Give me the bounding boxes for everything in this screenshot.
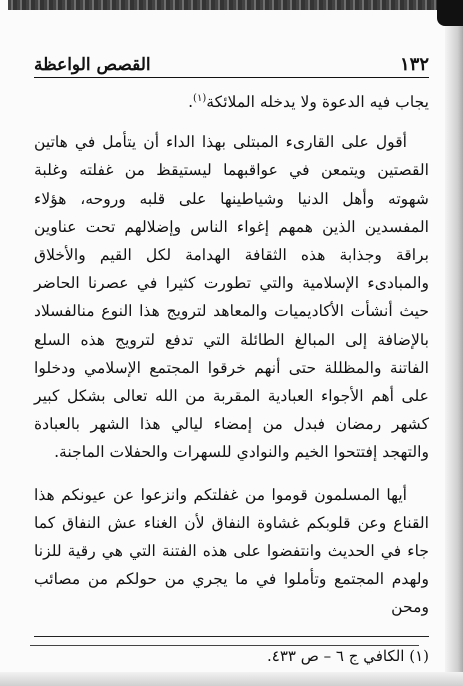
footnote-separator (34, 636, 429, 637)
page-bottom-edge (0, 672, 463, 686)
page-top-edge (8, 0, 449, 10)
page-content (34, 54, 429, 667)
footnote: (١) الكافي ج ٦ – ص ٤٣٣. (267, 646, 429, 665)
running-header (34, 54, 429, 78)
footnote-reference: (١) (193, 92, 207, 104)
bottom-rule (30, 645, 419, 646)
paragraph-1: يجاب فيه الدعوة ولا يدخله الملائكة$^{(١)}$. (188, 92, 429, 111)
page-corner-shadow (437, 0, 463, 26)
running-title: القصص الواعظة (34, 55, 151, 75)
page-number: ١٣٢ (399, 54, 429, 75)
paragraph-3: أيها المسلمون قوموا من غفلتكم وانزعوا عن عيونكم هذا القناع وعن قلوبكم غشاوة النفاق لأن الغناء عش النفاق كما جاء في الحديث وانتفضوا على هذه الفتنة التي هي رقية للزنا ولهدم المجتمع وتأملوا في ما يجري من حولكم من مصائب ومحن (34, 485, 429, 617)
paragraph-2: أقول على القارىء المبتلى بهذا الداء أن يتأمل في هاتين القصتين ويتمعن في عواقبهما ليستيقظ من غفلته وغلبة شهوته وأهل الدنيا وشياطينها على قلبه وروحه، هؤلاء المفسدين الذين همهم إغواء الناس وإضلالهم تحت عناوين براقة وجذابة هذه الثقافة الهدامة لكل القيم والأخلاق والمبادىء الإسلامية والتي تطورت كثيرا في عصرنا الحاضر حيث أنشأت الأكاديميات والمعاهد لترويج هذا النوع منالفسلاد بالإضافة إلى المبالغ الطائلة التي تدفع لترويج هذه السلع الفاتنة والمظللة حتى أنهم خرقوا المجتمع الإسلامي ودخلوا على أهم الأجواء العبادية المقربة من الله تعالى بشكل كبير كشهر رمضان فبدل من إمضاء ليالي هذا الشهر بالعبادة والتهجد إفتتحوا الخيم والنوادي للسهرات والحفلات الماجنة. (34, 133, 429, 462)
paragraph-1-text: يجاب فيه الدعوة ولا يدخله الملائكة (206, 93, 429, 111)
page-right-edge (445, 18, 463, 686)
